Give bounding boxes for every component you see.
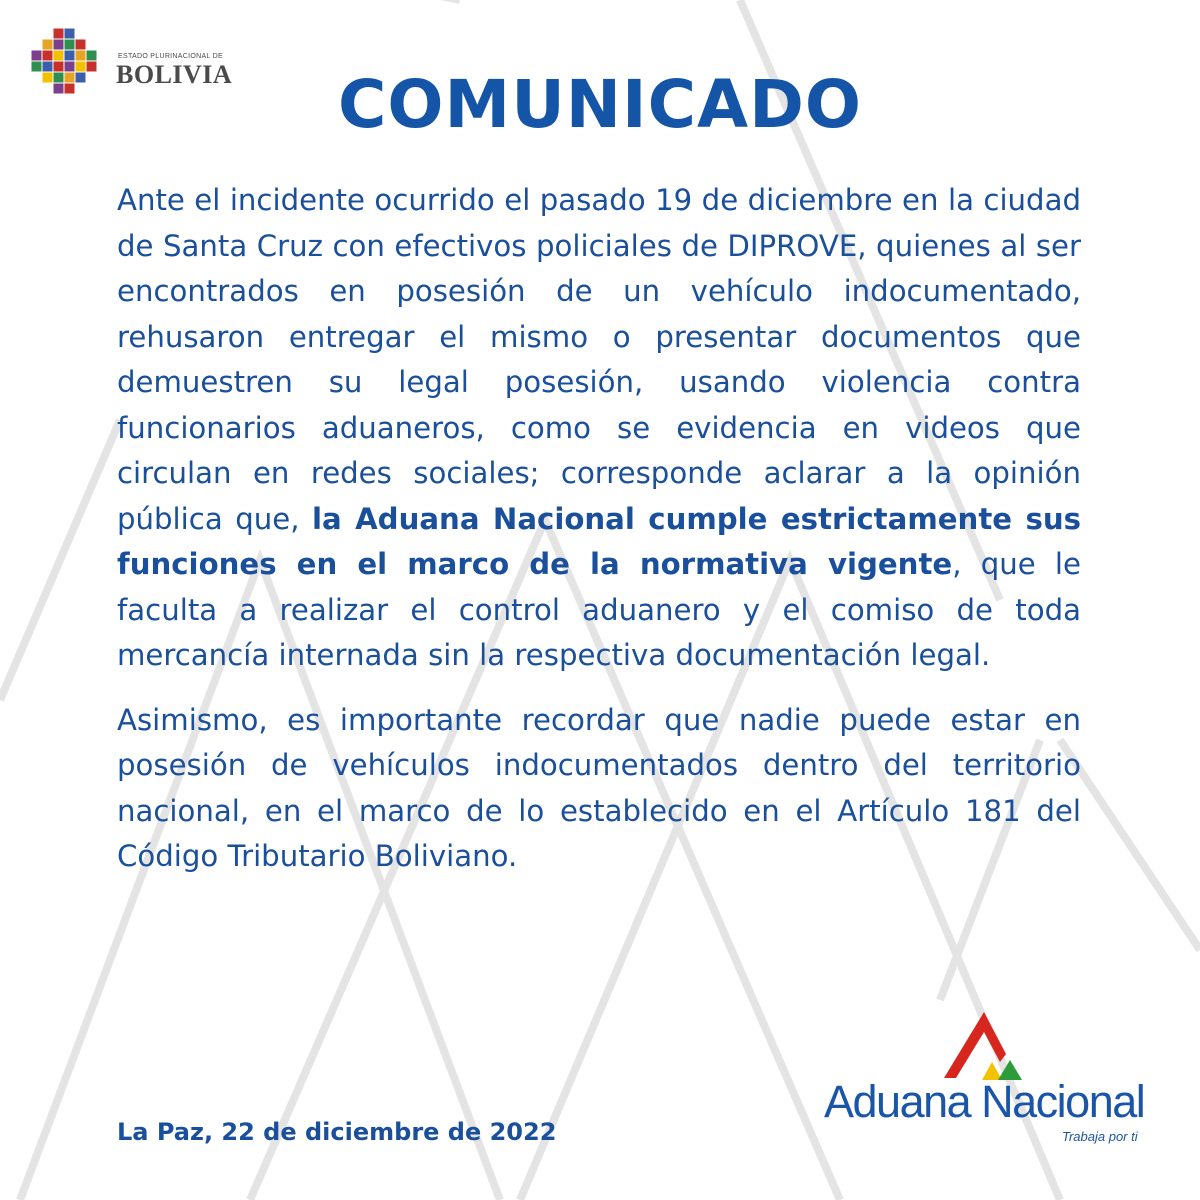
aduana-mountain-icon — [944, 1010, 1024, 1080]
gov-small-label: ESTADO PLURINACIONAL DE — [118, 53, 223, 60]
paragraph-1-bold: la Aduana Nacional cumple estrictamente sus funciones en el marco de la normativa vigente — [117, 501, 1081, 581]
paragraph-1 — [117, 178, 1081, 679]
paragraph-1-end: , que le faculta a realizar el control aduanero y el comiso de toda mercancía internada sin la respectiva documentación legal. — [117, 547, 1081, 672]
aduana-logo-text: Aduana Nacional — [824, 1076, 1145, 1127]
date-line: La Paz, 22 de diciembre de 2022 — [117, 1118, 557, 1146]
aduana-tagline: Trabaja por ti — [1062, 1129, 1138, 1144]
paragraph-2: Asimismo, es importante recordar que nadie puede estar en posesión de vehículos indocumentados dentro del territorio nacional, en el marco de lo establecido en el Artículo 181 del Código Tributario Boliviano. — [117, 702, 1081, 873]
gov-name: BOLIVIA — [116, 60, 233, 89]
paragraph-1-text: Ante el incidente ocurrido el pasado 19 de diciembre en la ciudad de Santa Cruz con efectivos policiales de DIPROVE, quienes al ser encontrados en posesión de un vehículo indocumentado, rehusaron entregar el mismo o presentar documentos que demuestren su legal posesión, usando violencia contra funcionarios aduaneros, como se evidencia en videos que circulan en redes sociales; corresponde aclarar a la opinión pública que, — [117, 183, 1081, 536]
communique-body — [117, 178, 1081, 880]
page-title: COMUNICADO — [337, 66, 862, 143]
